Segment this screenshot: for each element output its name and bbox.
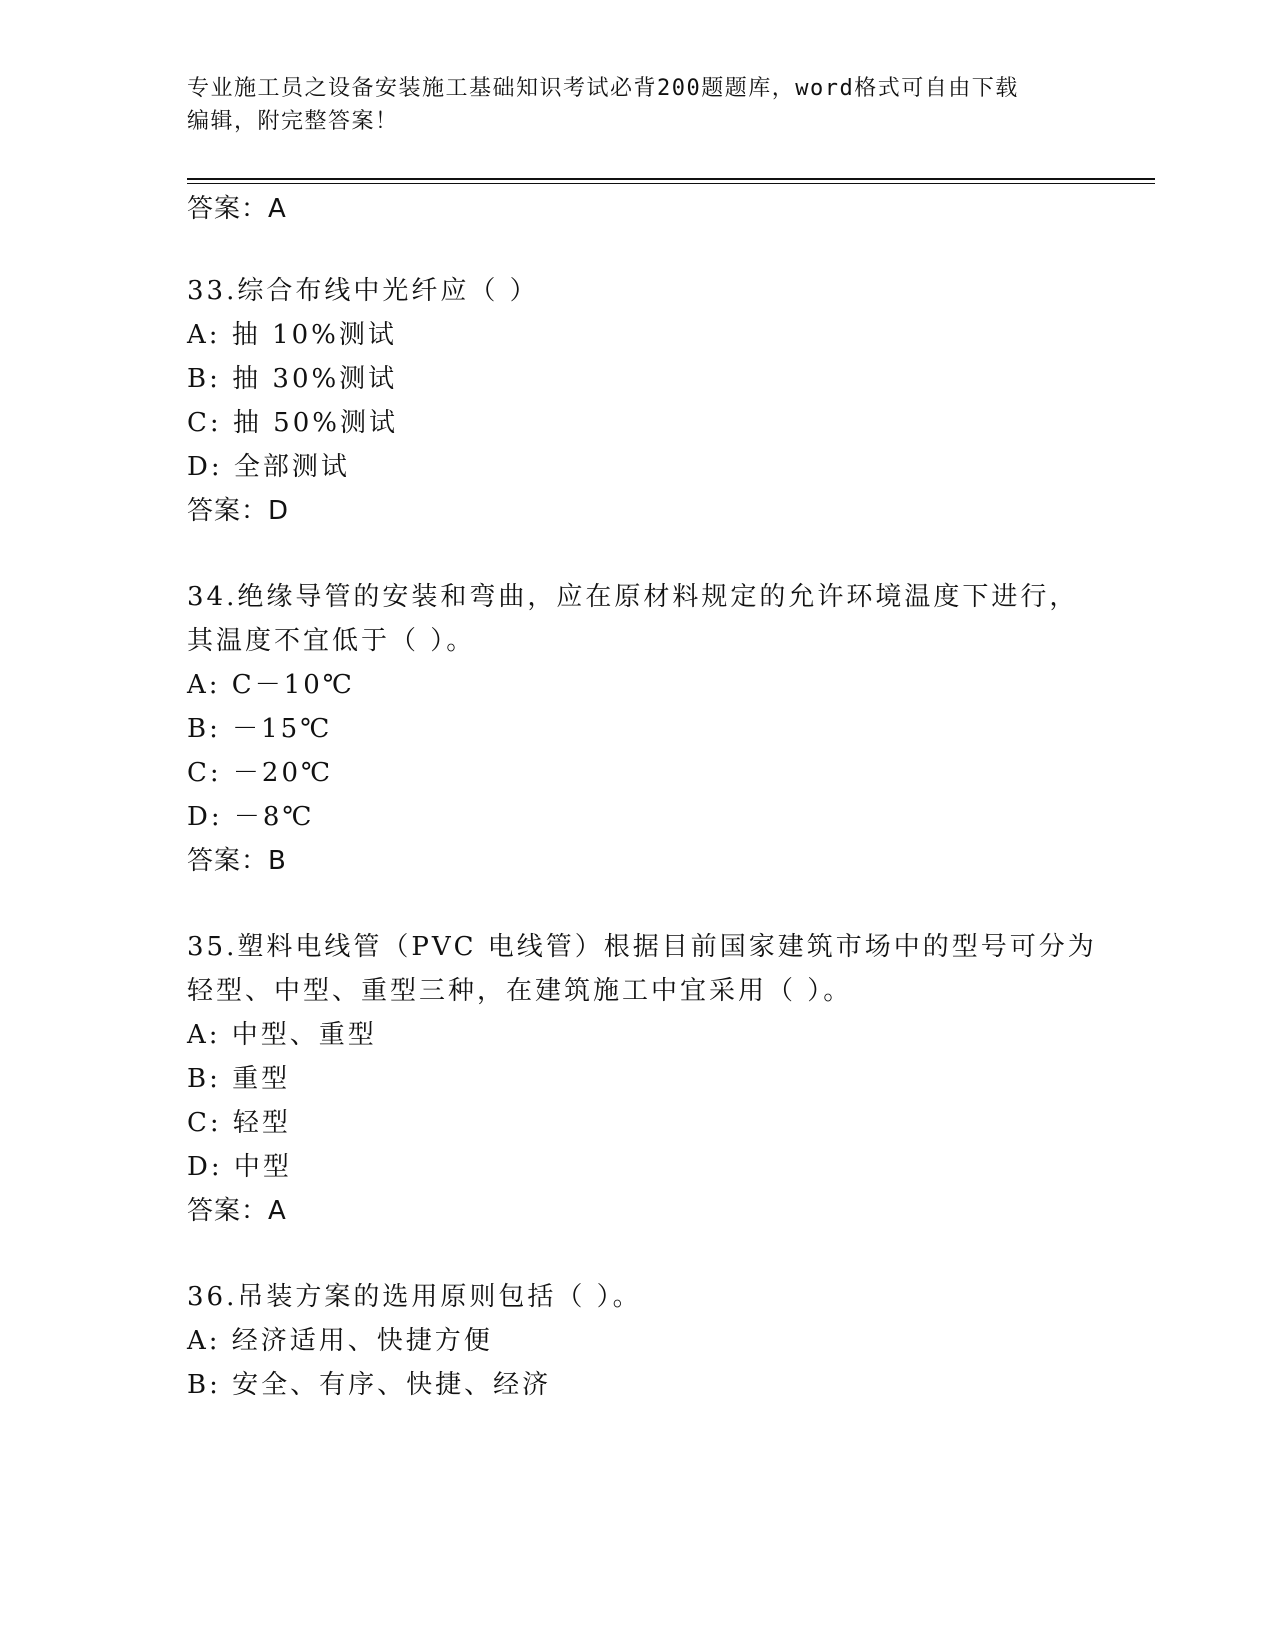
question-34-stem-line-1: 34.绝缘导管的安装和弯曲，应在原材料规定的允许环境温度下进行， xyxy=(187,582,1079,612)
question-36-stem: 36.吊装方案的选用原则包括（ ）。 xyxy=(187,1282,642,1312)
question-36-option-b: B: 安全、有序、快捷、经济 xyxy=(187,1370,552,1400)
header-rule-thick xyxy=(187,178,1155,180)
question-34-answer: 答案：B xyxy=(187,846,287,876)
document-header xyxy=(187,72,1087,138)
question-35-option-a: A: 中型、重型 xyxy=(187,1020,377,1050)
question-33-option-b: B: 抽 30%测试 xyxy=(187,364,398,394)
question-33-option-a: A: 抽 10%测试 xyxy=(187,320,397,350)
question-33-answer: 答案：D xyxy=(187,496,290,526)
question-35-option-b: B: 重型 xyxy=(187,1064,291,1094)
question-35-answer: 答案：A xyxy=(187,1196,287,1226)
question-34-stem-line-2: 其温度不宜低于（ ）。 xyxy=(187,626,476,656)
answer-32: 答案：A xyxy=(187,194,287,224)
question-34-option-c: C: －20℃ xyxy=(187,758,334,788)
question-35-option-c: C: 轻型 xyxy=(187,1108,291,1138)
header-line-1: 专业施工员之设备安装施工基础知识考试必背200题题库，word格式可自由下载 xyxy=(187,76,1019,101)
question-35-stem-line-1: 35.塑料电线管（PVC 电线管）根据目前国家建筑市场中的型号可分为 xyxy=(187,932,1097,962)
question-34-option-d: D: －8℃ xyxy=(187,802,315,832)
question-33-option-c: C: 抽 50%测试 xyxy=(187,408,398,438)
question-33-option-d: D: 全部测试 xyxy=(187,452,350,482)
question-34-option-a: A: C－10℃ xyxy=(187,670,355,700)
header-line-2: 编辑，附完整答案！ xyxy=(187,109,399,134)
question-34-option-b: B: －15℃ xyxy=(187,714,333,744)
question-36-option-a: A: 经济适用、快捷方便 xyxy=(187,1326,493,1356)
question-35-stem-line-2: 轻型、中型、重型三种，在建筑施工中宜采用（ ）。 xyxy=(187,976,853,1006)
header-rule-thin xyxy=(187,183,1155,184)
question-35-option-d: D: 中型 xyxy=(187,1152,292,1182)
question-33-stem: 33.综合布线中光纤应（ ） xyxy=(187,276,539,306)
